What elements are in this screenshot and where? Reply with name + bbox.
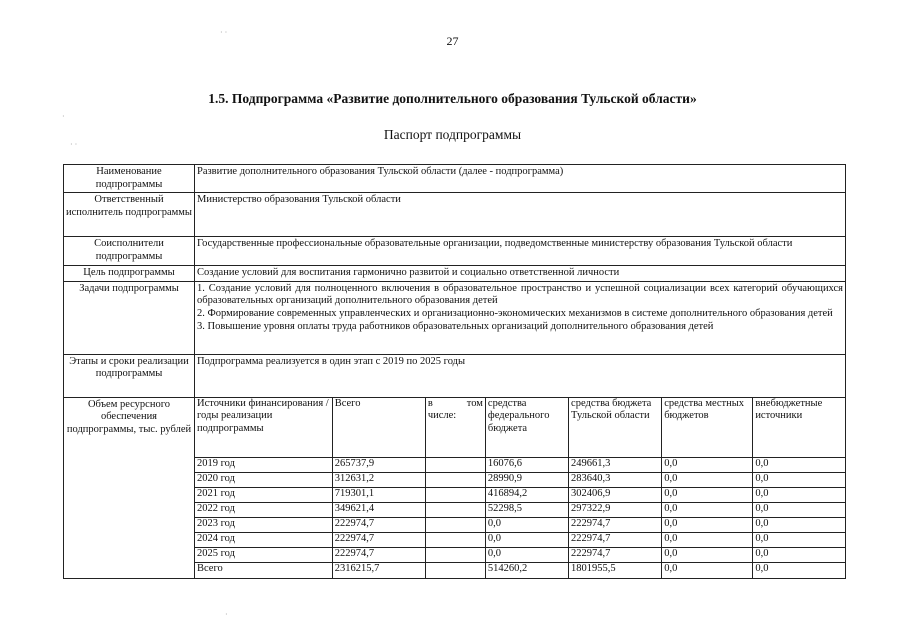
funding-cell-extra: 0,0 — [753, 518, 845, 533]
funding-cell-year: 2023 год — [195, 518, 332, 533]
row-tasks — [64, 281, 846, 354]
funding-cell-extra: 0,0 — [753, 548, 845, 563]
scan-speck: · · — [220, 28, 228, 37]
funding-cell-federal: 16076,6 — [485, 458, 568, 473]
funding-cell-regional: 283640,3 — [569, 473, 662, 488]
header-source: Источники финансирования / годы реализации подпрограммы — [195, 398, 332, 458]
funding-cell-extra: 0,0 — [753, 473, 845, 488]
funding-cell-federal: 0,0 — [485, 548, 568, 563]
funding-cell-total: 719301,1 — [332, 488, 425, 503]
funding-cell-total: 222974,7 — [332, 548, 425, 563]
funding-cell-year: 2022 год — [195, 503, 332, 518]
task-item: 2. Формирование современных управленческих и организационно-экономических механизмов в системе дополнительного образования детей — [197, 307, 833, 319]
funding-cell-total: 222974,7 — [332, 533, 425, 548]
funding-cell-regional: 222974,7 — [569, 533, 662, 548]
task-item: 1. Создание условий для полноценного включения в образовательное пространство и успешной социализации всех категорий обучающихся образовательных организаций дополнительного образования детей — [197, 282, 843, 307]
header-extra: внебюджетные источники — [753, 398, 845, 458]
funding-cell-federal: 28990,9 — [485, 473, 568, 488]
funding-cell-regional: 297322,9 — [569, 503, 662, 518]
funding-row — [195, 533, 845, 548]
row-funding — [64, 397, 846, 578]
section-title: 1.5. Подпрограмма «Развитие дополнительного образования Тульской области» — [208, 91, 697, 106]
funding-cell-local: 0,0 — [662, 518, 753, 533]
funding-cell-local: 0,0 — [662, 473, 753, 488]
funding-cell-total: 265737,9 — [332, 458, 425, 473]
funding-cell-including — [425, 548, 485, 563]
task-item: 3. Повышение уровня оплаты труда работников образовательных организаций дополнительного образования детей — [197, 320, 714, 332]
header-regional: средства бюджета Тульской области — [569, 398, 662, 458]
scan-speck: · — [225, 610, 228, 619]
funding-row — [195, 503, 845, 518]
funding-cell-local: 0,0 — [662, 533, 753, 548]
passport-title: Паспорт подпрограммы — [383, 127, 522, 142]
scan-speck: · · — [70, 140, 78, 149]
funding-cell-federal: 0,0 — [485, 533, 568, 548]
row-name — [64, 165, 846, 193]
funding-cell-regional: 1801955,5 — [569, 563, 662, 578]
funding-cell-federal: 514260,2 — [485, 563, 568, 578]
funding-cell-regional: 222974,7 — [569, 518, 662, 533]
funding-table-cell — [195, 397, 846, 578]
header-federal: средства федерального бюджета — [485, 398, 568, 458]
funding-row — [195, 488, 845, 503]
funding-cell-including — [425, 563, 485, 578]
goal-label: Цель подпрограммы — [64, 266, 195, 282]
passport-table — [63, 164, 846, 579]
funding-cell-regional: 302406,9 — [569, 488, 662, 503]
stages-label: Этапы и сроки реализации подпрограммы — [64, 354, 195, 397]
funding-row — [195, 458, 845, 473]
funding-cell-year: 2025 год — [195, 548, 332, 563]
funding-cell-local: 0,0 — [662, 548, 753, 563]
row-stages — [64, 354, 846, 397]
funding-row — [195, 473, 845, 488]
funding-cell-total: 222974,7 — [332, 518, 425, 533]
funding-cell-extra: 0,0 — [753, 488, 845, 503]
row-goal — [64, 266, 846, 282]
funding-cell-year: 2020 год — [195, 473, 332, 488]
funding-cell-year: 2024 год — [195, 533, 332, 548]
funding-cell-including — [425, 458, 485, 473]
funding-cell-year: Всего — [195, 563, 332, 578]
header-including-bottom: числе: — [427, 410, 457, 422]
tasks-label: Задачи подпрограммы — [64, 281, 195, 354]
header-local: средства местных бюджетов — [662, 398, 753, 458]
funding-row — [195, 563, 845, 578]
header-including-top — [428, 398, 483, 411]
funding-cell-federal: 0,0 — [485, 518, 568, 533]
page-number: 27 — [446, 34, 459, 48]
coexecutors-value: Государственные профессиональные образовательные организации, подведомственные министерству образования Тульской области — [195, 237, 846, 266]
stages-value: Подпрограмма реализуется в один этап с 2019 по 2025 годы — [195, 354, 846, 397]
funding-cell-year: 2019 год — [195, 458, 332, 473]
name-label: Наименование подпрограммы — [64, 165, 195, 193]
funding-row — [195, 518, 845, 533]
funding-cell-total: 312631,2 — [332, 473, 425, 488]
funding-cell-extra: 0,0 — [753, 503, 845, 518]
funding-cell-extra: 0,0 — [753, 533, 845, 548]
funding-cell-total: 2316215,7 — [332, 563, 425, 578]
funding-cell-extra: 0,0 — [753, 458, 845, 473]
funding-cell-local: 0,0 — [662, 563, 753, 578]
tasks-value — [195, 281, 846, 354]
funding-cell-year: 2021 год — [195, 488, 332, 503]
funding-body — [195, 458, 845, 578]
funding-cell-regional: 222974,7 — [569, 548, 662, 563]
name-value: Развитие дополнительного образования Тульской области (далее - подпрограмма) — [195, 165, 846, 193]
row-coexecutors — [64, 237, 846, 266]
row-executor — [64, 193, 846, 237]
funding-cell-including — [425, 533, 485, 548]
goal-value: Создание условий для воспитания гармонично развитой и социально ответственной личности — [195, 266, 846, 282]
funding-cell-including — [425, 518, 485, 533]
funding-header-row — [195, 398, 845, 458]
executor-value: Министерство образования Тульской области — [195, 193, 846, 237]
funding-cell-federal: 52298,5 — [485, 503, 568, 518]
funding-cell-including — [425, 503, 485, 518]
scan-speck: · — [62, 112, 65, 121]
funding-cell-including — [425, 488, 485, 503]
header-including-right: том — [466, 397, 483, 409]
funding-cell-federal: 416894,2 — [485, 488, 568, 503]
funding-cell-total: 349621,4 — [332, 503, 425, 518]
header-including-left: в — [427, 397, 433, 409]
funding-table — [195, 398, 845, 578]
header-including — [425, 398, 485, 458]
coexecutors-label: Соисполнители подпрограммы — [64, 237, 195, 266]
funding-row — [195, 548, 845, 563]
funding-label: Объем ресурсного обеспечения подпрограммы, тыс. рублей — [64, 397, 195, 578]
funding-cell-extra: 0,0 — [753, 563, 845, 578]
header-total: Всего — [332, 398, 425, 458]
funding-cell-including — [425, 473, 485, 488]
funding-cell-local: 0,0 — [662, 488, 753, 503]
funding-cell-local: 0,0 — [662, 458, 753, 473]
funding-cell-regional: 249661,3 — [569, 458, 662, 473]
executor-label: Ответственный исполнитель подпрограммы — [64, 193, 195, 237]
funding-cell-local: 0,0 — [662, 503, 753, 518]
